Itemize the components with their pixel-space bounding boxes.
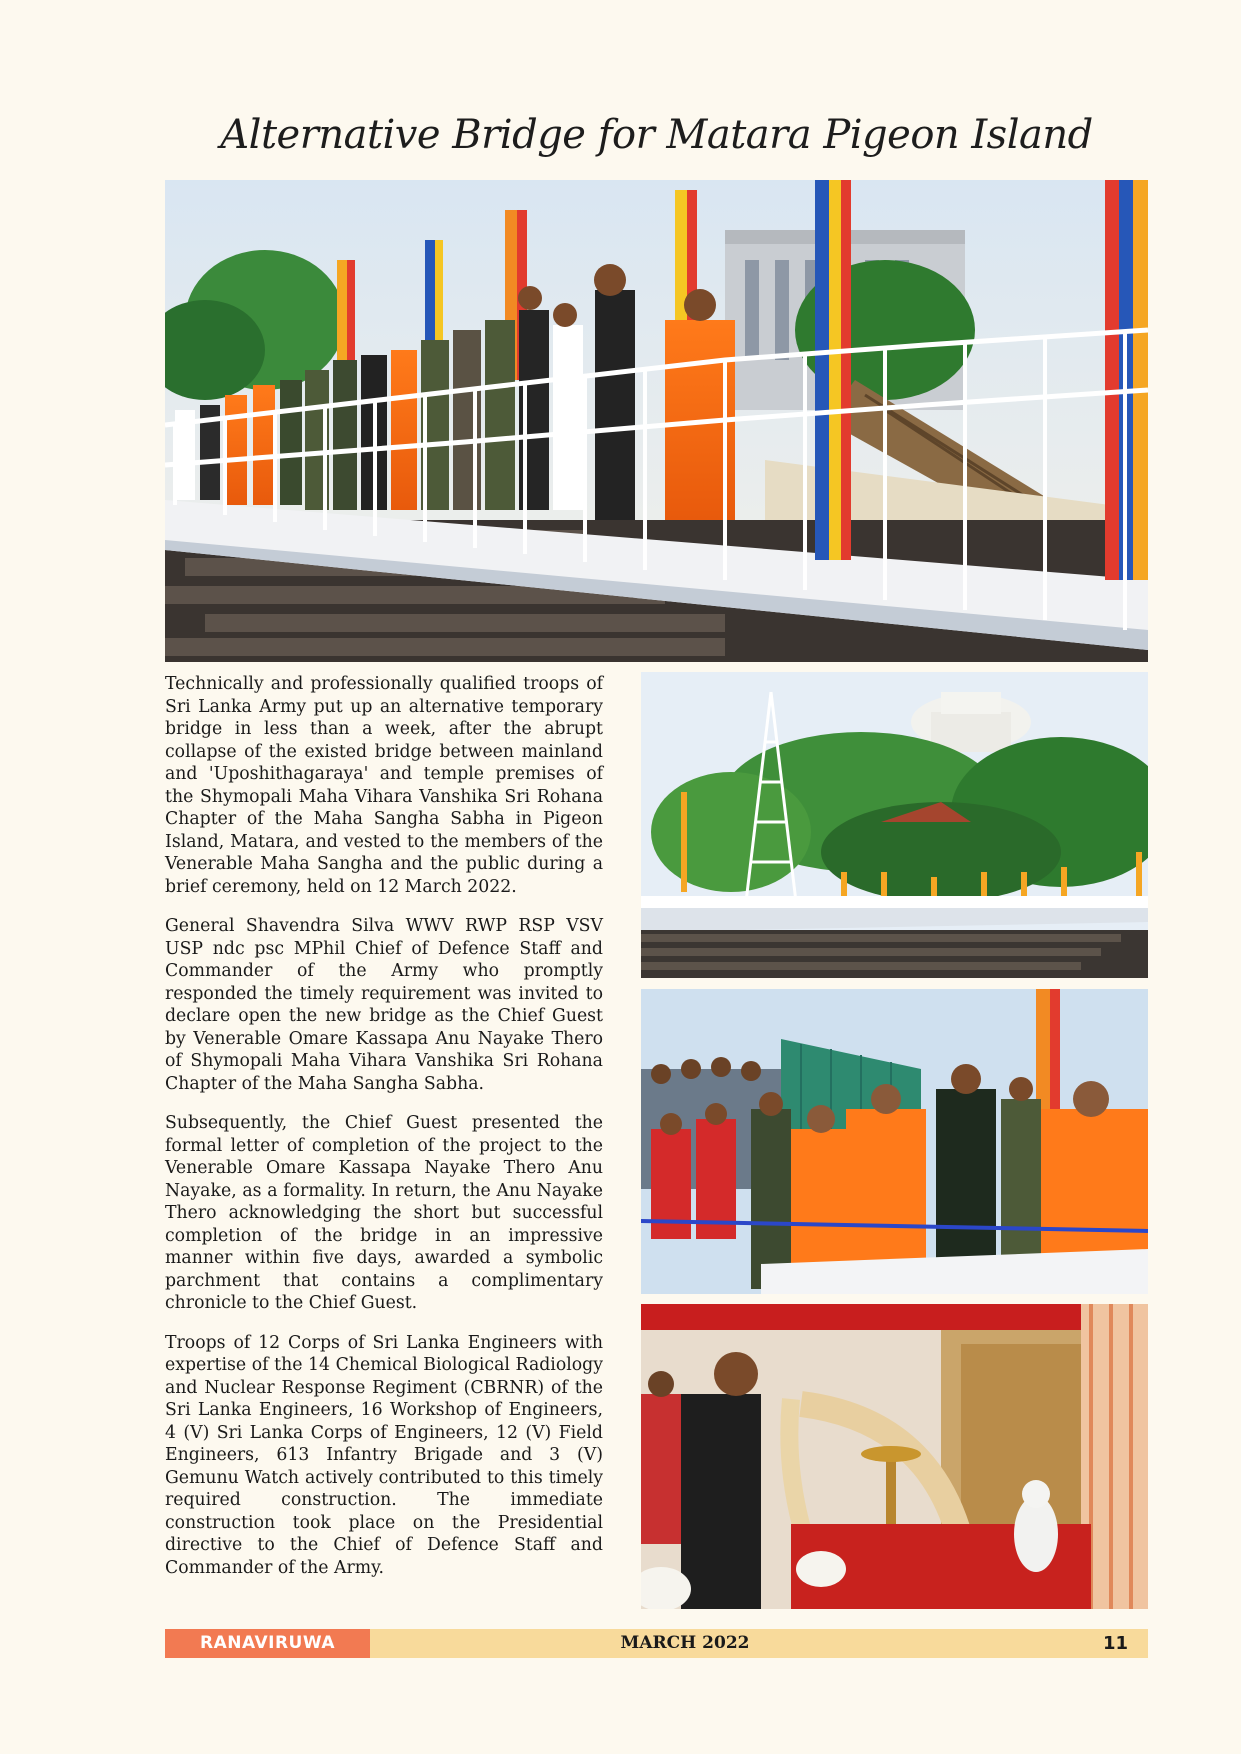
article-title: Alternative Bridge for Matara Pigeon Island	[220, 112, 1093, 158]
page-number: 11	[1102, 1633, 1128, 1654]
article-body	[165, 673, 603, 1596]
issue-date: MARCH 2022	[620, 1633, 750, 1653]
shrine-offering-photo	[641, 1304, 1148, 1609]
ribbon-cutting-photo	[641, 989, 1148, 1294]
island-temple-photo	[641, 672, 1148, 978]
page-footer	[165, 1629, 1148, 1658]
article-paragraph: Technically and professionally qualified troops of Sri Lanka Army put up an alternative temporary bridge in less than a week, after the abrupt collapse of the existed bridge between mainland and 'Uposhithagaraya' and temple premises of the Shymopali Maha Vihara Vanshika Sri Rohana Chapter of the Maha Sangha Sabha in Pigeon Island, Matara, and vested to the members of the Venerable Maha Sangha and the public during a brief ceremony, held on 12 March 2022.	[165, 674, 603, 897]
article-paragraph: General Shavendra Silva WWV RWP RSP VSV USP ndc psc MPhil Chief of Defence Staff and Commander of the Army who promptly responded the timely requirement was invited to declare open the new bridge as the Chief Guest by Venerable Omare Kassapa Anu Nayake Thero of Shymopali Maha Vihara Vanshika Sri Rohana Chapter of the Maha Sangha Sabha.	[165, 916, 603, 1094]
bridge-procession-photo	[165, 180, 1148, 662]
magazine-brand: RANAVIRUWA	[165, 1629, 370, 1658]
article-paragraph: Subsequently, the Chief Guest presented the formal letter of completion of the project to the Venerable Omare Kassapa Nayake Thero Anu Nayake, as a formality. In return, the Anu Nayake Thero acknowledging the short but successful completion of the bridge in an impressive manner within five days, awarded a symbolic parchment that contains a complimentary chronicle to the Chief Guest.	[165, 1113, 603, 1313]
article-paragraph: Troops of 12 Corps of Sri Lanka Engineers with expertise of the 14 Chemical Biological Radiology and Nuclear Response Regiment (CBRNR) of the Sri Lanka Engineers, 16 Workshop of Engineers, 4 (V) Sri Lanka Corps of Engineers, 12 (V) Field Engineers, 613 Infantry Brigade and 3 (V) Gemunu Watch actively contributed to this timely required construction. The immediate construction took place on the Presidential directive to the Chief of Defence Staff and Commander of the Army.	[165, 1332, 603, 1578]
